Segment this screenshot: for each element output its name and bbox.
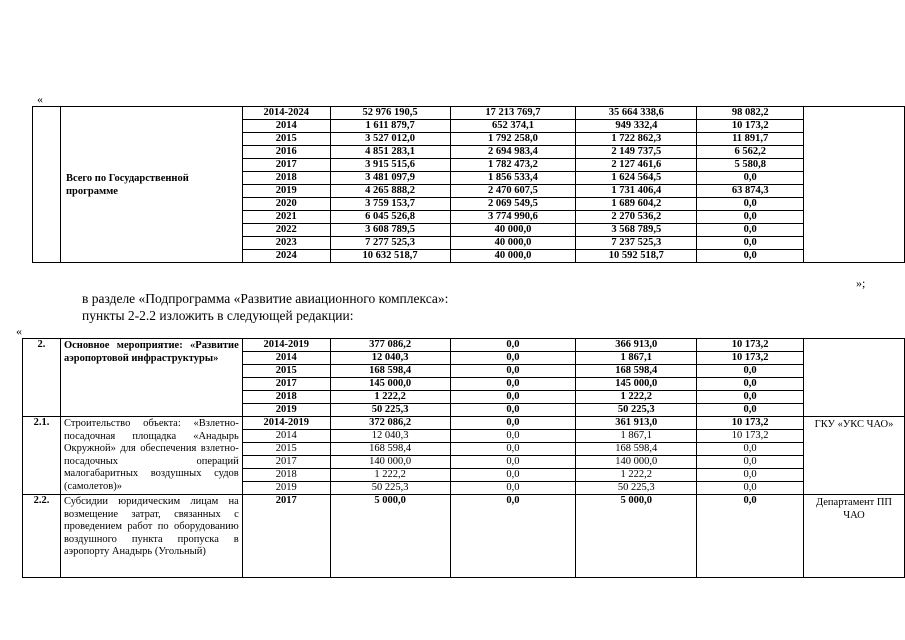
amount-cell: 168 598,4	[576, 443, 697, 456]
year-cell: 2017	[242, 495, 330, 578]
amount-cell: 50 225,3	[576, 404, 697, 417]
amount-cell: 3 608 789,5	[330, 224, 450, 237]
year-cell: 2014-2019	[242, 339, 330, 352]
amount-cell: 0,0	[697, 456, 804, 469]
amount-cell: 2 069 549,5	[450, 198, 576, 211]
amount-cell: 145 000,0	[330, 378, 450, 391]
year-cell: 2017	[242, 378, 330, 391]
amount-cell: 1 856 533,4	[450, 172, 576, 185]
amount-cell: 4 265 888,2	[330, 185, 450, 198]
amount-cell: 7 237 525,3	[576, 237, 697, 250]
amount-cell: 1 722 862,3	[576, 133, 697, 146]
amount-cell: 372 086,2	[330, 417, 450, 430]
closing-quote: »;	[856, 276, 866, 290]
program-total-table	[32, 106, 905, 263]
amount-cell: 0,0	[697, 495, 804, 578]
amount-cell: 98 082,2	[697, 107, 804, 120]
amount-cell: 2 127 461,6	[576, 159, 697, 172]
amount-cell: 0,0	[450, 443, 576, 456]
amount-cell: 50 225,3	[576, 482, 697, 495]
amount-cell: 168 598,4	[330, 443, 450, 456]
amount-cell: 3 774 990,6	[450, 211, 576, 224]
amount-cell: 168 598,4	[576, 365, 697, 378]
amount-cell: 4 851 283,1	[330, 146, 450, 159]
amount-cell: 168 598,4	[330, 365, 450, 378]
amount-cell: 1 867,1	[576, 430, 697, 443]
item-number: 2.1.	[23, 417, 61, 495]
amount-cell: 40 000,0	[450, 224, 576, 237]
amount-cell: 377 086,2	[330, 339, 450, 352]
amount-cell: 6 562,2	[697, 146, 804, 159]
amount-cell: 1 867,1	[576, 352, 697, 365]
amount-cell: 63 874,3	[697, 185, 804, 198]
amount-cell: 0,0	[697, 404, 804, 417]
item-row	[23, 495, 905, 578]
amount-cell: 11 891,7	[697, 133, 804, 146]
year-cell: 2014	[242, 120, 330, 133]
year-cell: 2019	[242, 185, 330, 198]
amount-cell: 0,0	[697, 469, 804, 482]
item-description: Строительство объекта: «Взлетно-посадочная площадка «Анадырь Окружной» для обеспечения взлетно-посадочных операций малогабаритных воздушных судов (самолетов)»	[60, 417, 242, 495]
year-cell: 2019	[242, 482, 330, 495]
amount-cell: 6 045 526,8	[330, 211, 450, 224]
amount-cell: 1 222,2	[576, 391, 697, 404]
amount-cell: 0,0	[450, 378, 576, 391]
amount-cell: 5 000,0	[330, 495, 450, 578]
amount-cell: 10 173,2	[697, 352, 804, 365]
amount-cell: 0,0	[697, 211, 804, 224]
amount-cell: 0,0	[450, 352, 576, 365]
amount-cell: 0,0	[450, 469, 576, 482]
amount-cell: 0,0	[450, 404, 576, 417]
aviation-subprogram-table	[22, 338, 905, 578]
amount-cell: 52 976 190,5	[330, 107, 450, 120]
year-cell: 2018	[242, 469, 330, 482]
amount-cell: 40 000,0	[450, 237, 576, 250]
amount-cell: 17 213 769,7	[450, 107, 576, 120]
amount-cell: 5 000,0	[576, 495, 697, 578]
amount-cell: 0,0	[697, 172, 804, 185]
amount-cell: 949 332,4	[576, 120, 697, 133]
amount-cell: 10 173,2	[697, 417, 804, 430]
year-cell: 2019	[242, 404, 330, 417]
responsible-executor: ГКУ «УКС ЧАО»	[804, 417, 905, 495]
amount-cell: 2 470 607,5	[450, 185, 576, 198]
opening-quote: «	[37, 92, 43, 106]
amount-cell: 145 000,0	[576, 378, 697, 391]
amount-cell: 7 277 525,3	[330, 237, 450, 250]
table2-opening-quote: «	[16, 324, 22, 338]
year-cell: 2015	[242, 443, 330, 456]
year-cell: 2015	[242, 133, 330, 146]
amount-cell: 0,0	[450, 391, 576, 404]
amount-cell: 1 782 473,2	[450, 159, 576, 172]
total-row	[33, 107, 905, 120]
amount-cell: 0,0	[697, 224, 804, 237]
amount-cell: 35 664 338,6	[576, 107, 697, 120]
amount-cell: 0,0	[697, 482, 804, 495]
amount-cell: 1 792 258,0	[450, 133, 576, 146]
amount-cell: 1 624 564,5	[576, 172, 697, 185]
amount-cell: 3 759 153,7	[330, 198, 450, 211]
amount-cell: 1 611 879,7	[330, 120, 450, 133]
blank-cell	[804, 107, 905, 263]
amount-cell: 0,0	[697, 378, 804, 391]
year-cell: 2017	[242, 159, 330, 172]
amount-cell: 10 632 518,7	[330, 250, 450, 263]
amount-cell: 1 689 604,2	[576, 198, 697, 211]
amount-cell: 1 222,2	[330, 469, 450, 482]
amount-cell: 10 173,2	[697, 339, 804, 352]
amount-cell: 361 913,0	[576, 417, 697, 430]
amount-cell: 0,0	[697, 250, 804, 263]
amount-cell: 3 481 097,9	[330, 172, 450, 185]
amount-cell: 652 374,1	[450, 120, 576, 133]
amount-cell: 366 913,0	[576, 339, 697, 352]
amount-cell: 0,0	[697, 198, 804, 211]
amount-cell: 0,0	[697, 365, 804, 378]
year-cell: 2014	[242, 352, 330, 365]
year-cell: 2016	[242, 146, 330, 159]
amount-cell: 0,0	[697, 443, 804, 456]
item-row	[23, 339, 905, 352]
amount-cell: 10 592 518,7	[576, 250, 697, 263]
amount-cell: 0,0	[450, 430, 576, 443]
year-cell: 2014-2019	[242, 417, 330, 430]
amount-cell: 0,0	[450, 456, 576, 469]
amount-cell: 0,0	[450, 495, 576, 578]
year-cell: 2018	[242, 391, 330, 404]
item-description: Основное мероприятие: «Развитие аэропортовой инфраструктуры»	[60, 339, 242, 417]
item-row	[23, 417, 905, 430]
year-cell: 2023	[242, 237, 330, 250]
amount-cell: 1 222,2	[576, 469, 697, 482]
year-cell: 2015	[242, 365, 330, 378]
year-cell: 2014-2024	[242, 107, 330, 120]
year-cell: 2018	[242, 172, 330, 185]
amount-cell: 12 040,3	[330, 430, 450, 443]
amount-cell: 0,0	[697, 391, 804, 404]
year-cell: 2017	[242, 456, 330, 469]
amount-cell: 3 915 515,6	[330, 159, 450, 172]
amount-cell: 50 225,3	[330, 404, 450, 417]
section-instruction: в разделе «Подпрограмма «Развитие авиационного комплекса»:	[82, 291, 449, 306]
responsible-executor: Департамент ПП ЧАО	[804, 495, 905, 578]
total-label: Всего по Государственной программе	[60, 107, 242, 263]
year-cell: 2021	[242, 211, 330, 224]
year-cell: 2014	[242, 430, 330, 443]
amount-cell: 3 568 789,5	[576, 224, 697, 237]
amount-cell: 0,0	[450, 482, 576, 495]
amount-cell: 1 222,2	[330, 391, 450, 404]
amount-cell: 3 527 012,0	[330, 133, 450, 146]
amount-cell: 2 270 536,2	[576, 211, 697, 224]
amount-cell: 40 000,0	[450, 250, 576, 263]
amount-cell: 0,0	[450, 417, 576, 430]
year-cell: 2024	[242, 250, 330, 263]
items-instruction: пункты 2-2.2 изложить в следующей редакции:	[82, 308, 354, 323]
amount-cell: 0,0	[450, 339, 576, 352]
amount-cell: 10 173,2	[697, 430, 804, 443]
amount-cell: 0,0	[697, 237, 804, 250]
amount-cell: 12 040,3	[330, 352, 450, 365]
amount-cell: 50 225,3	[330, 482, 450, 495]
item-number: 2.2.	[23, 495, 61, 578]
item-description: Субсидии юридическим лицам на возмещение затрат, связанных с проведением работ по оборудованию воздушного пункта пропуска в аэропорту Анадырь (Угольный)	[60, 495, 242, 578]
year-cell: 2022	[242, 224, 330, 237]
item-number: 2.	[23, 339, 61, 417]
responsible-executor	[804, 339, 905, 417]
amount-cell: 140 000,0	[330, 456, 450, 469]
blank-cell	[33, 107, 61, 263]
amount-cell: 5 580,8	[697, 159, 804, 172]
amount-cell: 10 173,2	[697, 120, 804, 133]
amount-cell: 0,0	[450, 365, 576, 378]
amount-cell: 1 731 406,4	[576, 185, 697, 198]
amount-cell: 2 694 983,4	[450, 146, 576, 159]
amount-cell: 140 000,0	[576, 456, 697, 469]
amount-cell: 2 149 737,5	[576, 146, 697, 159]
year-cell: 2020	[242, 198, 330, 211]
